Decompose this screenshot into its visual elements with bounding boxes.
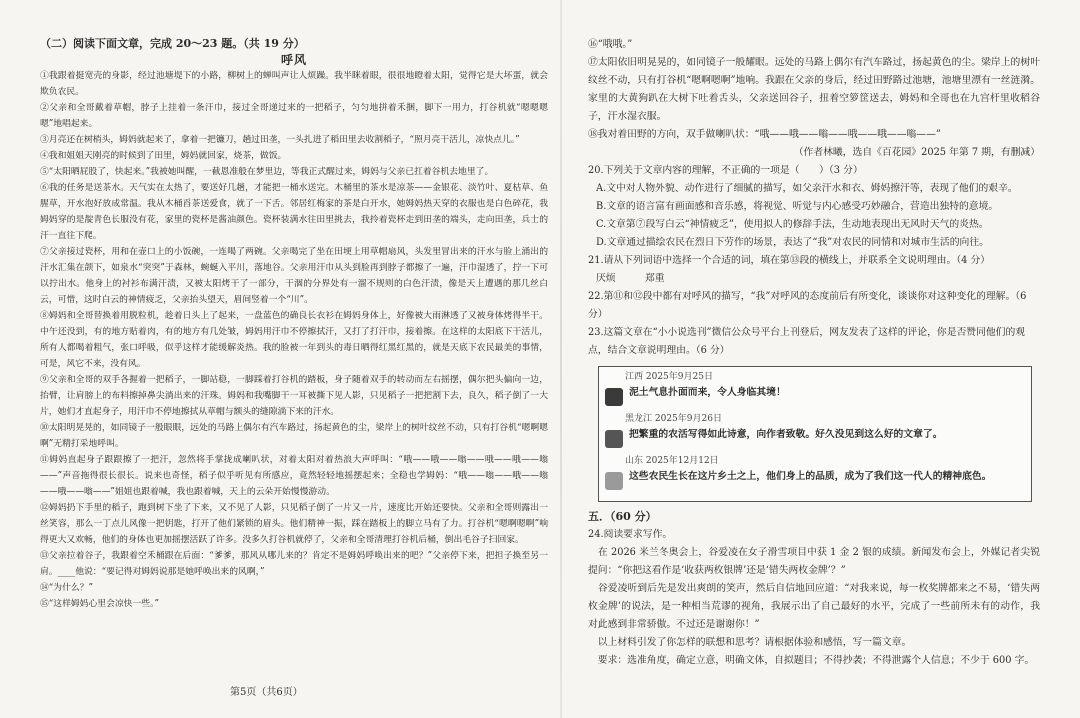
comment [605, 371, 1025, 406]
comment [605, 413, 1025, 448]
paragraph: ⑫姆妈扔下手里的稻子，跑到树下坐了下来，又不见了人影，只见稻子倒了一片又一片，速度比开始还要快。父亲和全哥则露出一丝笑容，那么一丁点儿风像一把钥匙，打开了他们紧锁的眉头。他们精神一振，踩在踏板上的脚立马有了力。打谷机“嗯啊嗯啊”响得更大又欢畅，他们的身体也更加摇摆活跃了许多。没多久打谷机就停了，父亲和全哥清理打谷机后桶，倒出毛谷子扫回家。 [40, 503, 548, 545]
paragraph: ⑬父亲拉着谷子，我跟着空禾桶跟在后面：“爹爹，那风从哪儿来的？肯定不是姆妈呼唤出来的吧？”父亲停下来，把担子换至另一肩。____他说：“要记得对姆妈说那是她呼唤出来的风啊，” [40, 551, 548, 577]
source-note: （作者林曦，选自《百花园》2025 年第 7 期，有删减） [793, 147, 1040, 158]
left-column [40, 36, 548, 612]
paragraph: ⑩太阳明晃晃的，如同镜子一般眼眼，远处的马路上偶尔有汽车路过，扬起黄色的尘，梁岸上的树叶纹丝不动，只有打谷机“嗯啊嗯啊”无精打采地呼叫。 [40, 423, 548, 449]
article-body [40, 68, 548, 612]
paragraph: ②父亲和全哥戴着草帽，脖子上挂着一条汗巾，接过全哥递过来的一把稻子，匀匀地拼着禾捆，脚下一用力，打谷机就“嗯嗯嗯嗯”地唱起来。 [40, 103, 548, 129]
avatar [605, 472, 623, 490]
page-footer: 第5页（共6页） [230, 687, 303, 698]
paragraph: 以上材料引发了你怎样的联想和思考？请根据体验和感悟，写一篇文章。 [588, 637, 912, 648]
paragraph: 谷爱凌听到后先是发出爽朗的笑声，然后自信地回应道：“对我来说，每一枚奖牌都来之不易，‘错失两枚金牌’的说法，是一种相当荒谬的视角，我展示出了自己最好的水平，完成了一些前所未有的动作，我对此感到非常骄傲。不过还是谢谢你！” [588, 583, 1040, 630]
avatar [605, 388, 623, 406]
article-title: 呼风 [280, 53, 307, 67]
comment-text: 把繁重的农活写得如此诗意，向作者致敬。好久没见到这么好的文章了。 [629, 429, 943, 440]
paragraph: ⑥我的任务是送茶水。天气实在太热了，要送好几趟，才能把一桶水送完。木桶里的茶水是凉茶——金银花、淡竹叶、夏枯草、鱼腥草，开水泡好放成常温。我从木桶舀茶送爱食，就了一下舌。邻居红梅家的茶是白开水，她姆妈热天穿的衣服也是白色碎花，我姆妈穿的是靛青色长服没有花，家里的瓷杯是酱油颜色。瓷杯装满水往田里挑去，我拎着瓷杯走到田垄的端头，走向田垄，兵士的汗一直往下爬。 [40, 183, 548, 241]
paragraph: ⑧姆妈和全哥替换着用脱粒机，趁着日头上了起来，一盘蓝色的确良长衣衫在姆妈身体上，好像被大雨淋透了又被身体烤得半干。中午还没到，有的地方贴着肉，有的地方有几处皱，姆妈用汗巾不停擦拭汗，又打了打汗巾，接着擦。在这样的太阳底下干活儿，所有人都喝着粗气，张口呼吸，似乎这样才能缓解炎热。我的脸被一年到头的毒日晒得红黑红黑的，就是天底下农民最美的事情，可是，风它不来，没有风。 [40, 311, 548, 369]
question-21: 21.请从下列词语中选择一个合适的词，填在第⑬段的横线上，并联系全文说明理由。（4 分） [588, 255, 991, 266]
paragraph: 在 2026 米兰冬奥会上，谷爱凌在女子滑雪项目中获 1 金 2 银的成绩。新闻发布会上，外媒记者尖锐提问：“你把这看作是‘收获两枚银牌’还是‘错失两枚金牌’？” [588, 547, 1040, 576]
paragraph: ①我跟着挺宽壳的身影，经过池塘堤下的小路，柳树上的蝉叫声让人烦躁。我半眯着眼，很很地瞪着太阳，觉得它是大坏蛋，就会欺负农民。 [40, 71, 548, 97]
comment-box [598, 366, 1032, 502]
paragraph: ⑰太阳依旧明晃晃的，如同镜子一般耀眼。远处的马路上偶尔有汽车路过，扬起黄色的尘。梁岸上的树叶纹丝不动，只有打谷机“嗯啊嗯啊”地响。我跟在父亲的身后，经过田野路过池塘，池塘里漂有一丝涟漪。家里的大黄狗趴在大树下吐着舌头，父亲送回谷子，扭着空箩筐送去，姆妈和全哥也在九宫杆里收稻谷子，汗水湿衣服。 [588, 57, 1040, 122]
paragraph: ⑦父亲接过瓷杯，用和在壶口上的小饭碗，一连喝了两碗。父亲喝完了坐在田埂上用草帽扇风，头发里冒出来的汗水与脸上涌出的汗水汇集在颌下，如泉水“突突”于森林，蜿蜒入平川，落地谷。父亲用汗巾从头到脸再到脖子都擦了一遍，汗巾湿透了，拧一下可以拧出水。他身上的衬衫布满汗渍，又被太阳烤干了一部分，干涸的分界处有一溜不规则的白色汗渍，像是天上遭遇的那几丝白云，可惜，这时白云的神情疲乏，父亲抬头望天，眉间竖着一个“川”。 [40, 247, 548, 305]
question-24: 24.阅读要求写作。 [588, 529, 673, 540]
right-column [588, 36, 1040, 670]
question-20: 20.下列关于文章内容的理解，不正确的一项是（ ）（3 分） [588, 165, 863, 176]
section-heading: （二）阅读下面文章，完成 20～23 题。（共 19 分） [40, 37, 305, 50]
question-24-prompt [588, 544, 1040, 670]
comment-meta: 山东 2025年12月12日 [625, 456, 719, 466]
question-23: 23.这篇文章在“小小说选刊”微信公众号平台上刊登后，网友发表了这样的评论，你是否赞同他们的观点，结合文章说明理由。（6 分） [588, 327, 1026, 356]
paragraph: ④我和姐姐天刚亮的时候到了田里，姆妈就回家，烧茶，做饭。 [40, 151, 287, 161]
paragraph: ⑯“哦哦。” [588, 39, 633, 50]
question-20-options [588, 180, 1040, 252]
article-continued [588, 36, 1040, 144]
paragraph: ⑨父亲和全哥的双手各握着一把稻子，一脚站稳，一脚踩着打谷机的踏板，身子随着双手的转动而左右摇摆，偶尔把头偏向一边，抬臂，让肩膀上的布料擦掉鼻尖淌出来的汗珠。姆妈和我嘴脚干一耳被撕下见人影，只见稻子一把把割下去，良久，稻子倒了一大片，她们才直起身子，用汗巾不停地擦拭从草帽与额头的缝隙淌下来的汗水。 [40, 375, 548, 417]
comment-meta: 黑龙江 2025年9月26日 [625, 414, 722, 424]
comment-text: 这些农民生长在这片乡土之上，他们身上的品质，成为了我们这一代人的精神底色。 [629, 471, 992, 482]
section-5-heading: 五．（60 分） [588, 510, 657, 523]
comment [605, 455, 1025, 490]
paragraph: B.文章的语言富有画面感和音乐感，将视觉、听觉与内心感受巧妙融合，营造出独特的意境。 [596, 201, 999, 212]
paragraph: A.文中对人物外貌、动作进行了细腻的描写，如父亲汗水和衣、姆妈擦汗等，表现了他们的艰辛。 [596, 183, 1018, 194]
paragraph: ⑱我对着田野的方向，双手做喇叭状：“哦——哦——嗡——哦——哦——嗡——” [588, 129, 941, 140]
paragraph: ⑮“这样姆妈心里会凉快一些。” [40, 599, 159, 609]
paragraph: 要求：选准角度，确定立意，明确文体，自拟题目；不得抄袭；不得泄露个人信息；不少于 600 字。 [588, 655, 1035, 666]
page-fold [560, 0, 562, 718]
paragraph: ⑪姆妈直起身子跟跟擦了一把汗，忽然将手掌拢成喇叭状，对着太阳对着热浪大声呼叫：“哦——哦——嗡——哦——哦——嗡——”声音拖得很长很长。说来也奇怪，稻子似乎听见有所感应，竟然轻轻地摇摆起来；全稳也学姆妈：“哦——嗡——哦——嗡——哦——嗡——”姐姐也跟着喊，我也跟着喊，天上的云朵开始慢慢游动。 [40, 455, 548, 497]
paragraph: ⑤“太阳晒屁股了，快起来。”我被她叫醒，一截恩准般在梦里边，等我正式醒过来，姆妈与父亲已扛着谷机去地里了。 [40, 167, 494, 177]
comment-meta: 江西 2025年9月25日 [625, 372, 713, 382]
paragraph: D.文章通过描绘农民在烈日下劳作的场景，表达了“我”对农民的同情和对城市生活的向往。 [596, 237, 989, 248]
paragraph: C.文章第⑦段写白云“神情疲乏”，使用拟人的修辞手法，生动地表现出无风时天气的炎热。 [596, 219, 989, 230]
question-21-words: 厌烦 郑重 [596, 273, 665, 284]
comment-text: 泥土气息扑面而来，令人身临其境！ [629, 387, 786, 398]
paragraph: ③月亮还在树梢头，姆妈就起来了，拿着一把镰刀，趟过田垄，一头扎进了稻田里去收割稻子，“照月亮干活儿，凉快点儿。” [40, 135, 520, 145]
question-22: 22.第⑪和⑫段中都有对呼风的描写，“我”对呼风的态度前后有所变化，谈谈你对这种变化的理解。（6 分） [588, 291, 1027, 320]
avatar [605, 430, 623, 448]
paragraph: ⑭“为什么？” [40, 583, 93, 593]
